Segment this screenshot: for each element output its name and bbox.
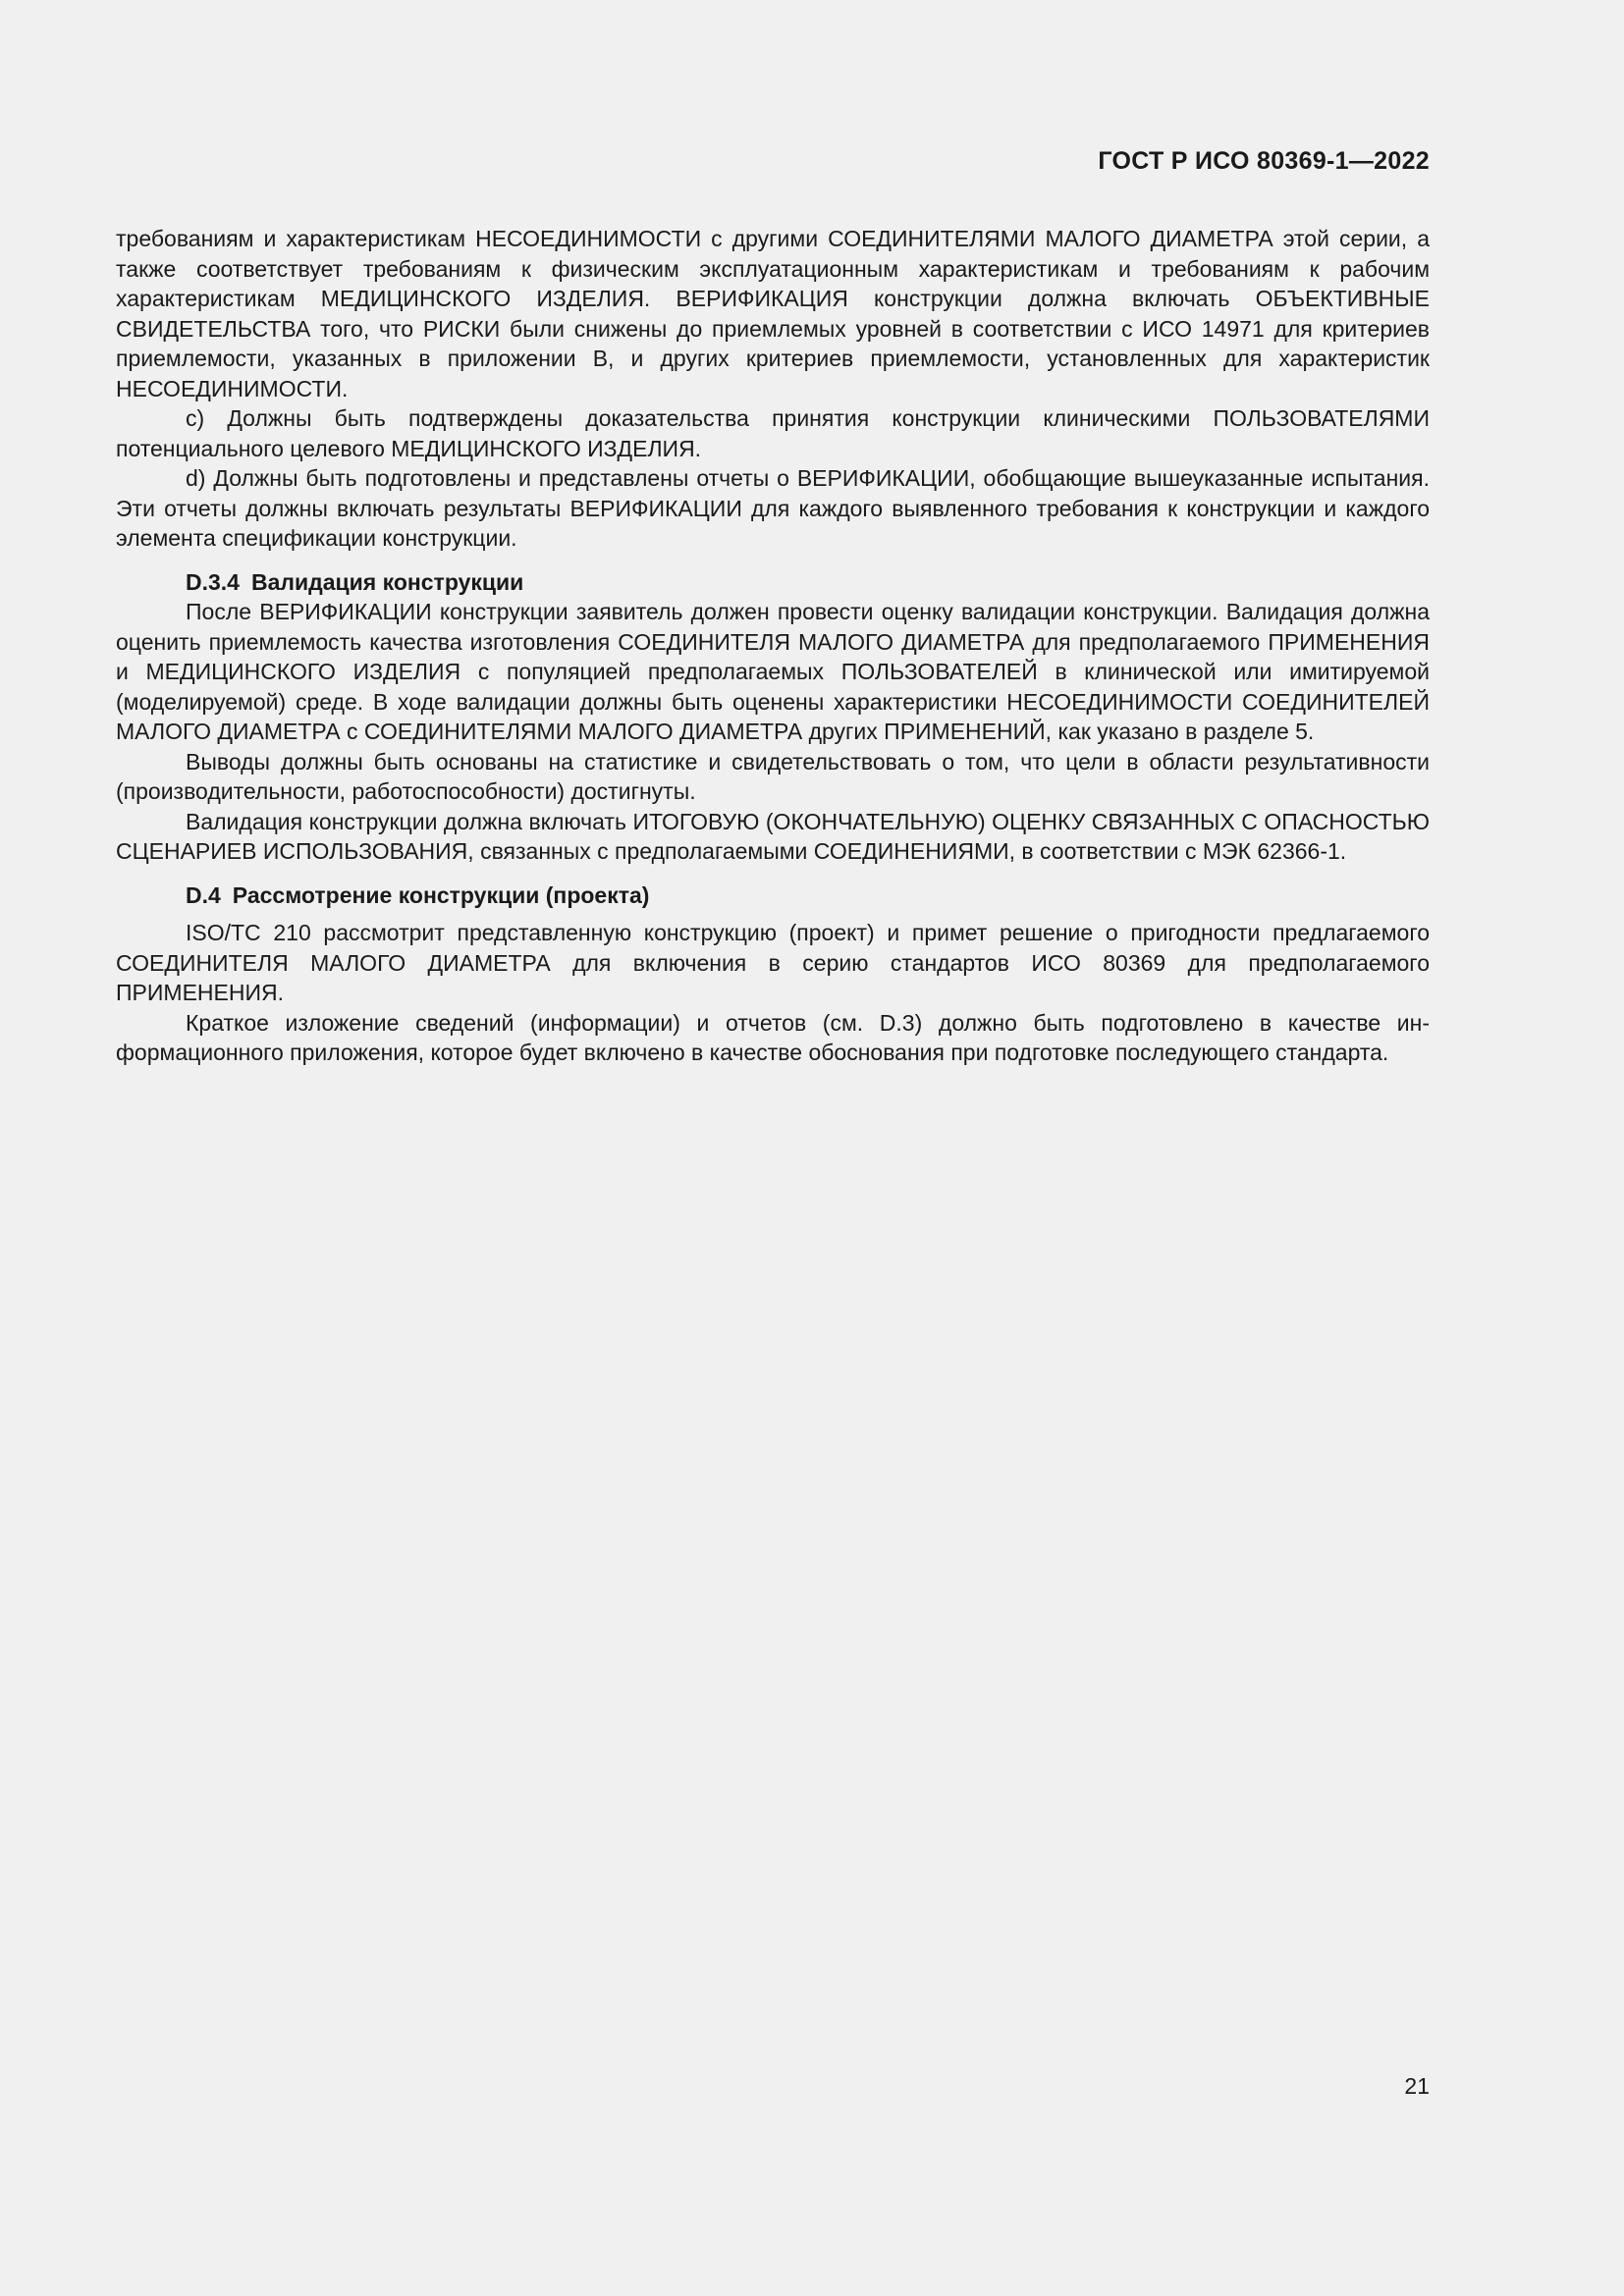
section-number: D.3.4: [186, 568, 240, 595]
section-title: Валидация конструкции: [250, 568, 524, 595]
list-item-d: d) Должны быть подготовлены и представлены отчеты о ВЕРИФИКАЦИИ, обобщающие вышеуказанные испытания. Эти отчеты должны включать результаты ВЕРИФИКАЦИИ для каждого выявленного требования к конструкции и каждого элемента спецификации конструкции.: [116, 465, 1430, 551]
document-code-header: ГОСТ Р ИСО 80369-1—2022: [1098, 147, 1430, 175]
page-number: 21: [1404, 2073, 1430, 2099]
paragraph-validation-3: Валидация конструкции должна включать ИТОГОВУЮ (ОКОНЧАТЕЛЬНУЮ) ОЦЕНКУ СВЯЗАННЫХ С ОПАСНОСТЬЮ СЦЕНАРИЕВ ИСПОЛЬЗОВАНИЯ, связанных с предполагаемыми СОЕДИНЕНИЯМИ, в соответствии с МЭК 62366-1.: [116, 808, 1430, 864]
paragraph-review-1: ISO/TC 210 рассмотрит представленную конструкцию (проект) и примет решение о пригодности предлагаемого СОЕДИНИТЕЛЯ МАЛОГО ДИАМЕТРА для включения в серию стандартов ИСО 80369 для предполагаемого ПРИМЕНЕНИЯ.: [116, 920, 1430, 1005]
section-number: D.4: [186, 881, 221, 908]
document-body: [116, 224, 1430, 1068]
paragraph-review-2: Краткое изложение сведений (информации) и отчетов (см. D.3) должно быть подготовлено в качестве информационного приложения, которое будет включено в качестве обоснования при подготовке последующего стандарта.: [116, 1009, 1430, 1065]
section-title: Рассмотрение конструкции (проекта): [232, 881, 650, 908]
section-heading-d34: [116, 567, 1430, 598]
list-item-c: с) Должны быть подтверждены доказательства принятия конструкции клиническими ПОЛЬЗОВАТЕЛЯМИ потенциального целевого МЕДИЦИНСКОГО ИЗДЕЛИЯ.: [116, 405, 1430, 461]
paragraph-validation-2: Выводы должны быть основаны на статистике и свидетельствовать о том, что цели в области результативности (производительности, работоспособности) достигнуты.: [116, 748, 1430, 804]
paragraph-validation-1: После ВЕРИФИКАЦИИ конструкции заявитель должен провести оценку валидации конструкции. Валидация должна оценить приемлемость качества изготовления СОЕДИНИТЕЛЯ МАЛОГО ДИАМЕТРА для предполагаемого ПРИМЕНЕНИЯ и МЕДИЦИНСКОГО ИЗДЕЛИЯ с популяцией предполагаемых ПОЛЬЗОВАТЕЛЕЙ в клинической или имитируемой (моделируемой) среде. В ходе валидации должны быть оценены характеристики НЕСОЕДИНИМОСТИ СОЕДИНИТЕЛЕЙ МАЛОГО ДИАМЕТРА с СОЕДИНИТЕЛЯМИ МАЛОГО ДИАМЕТРА других ПРИМЕНЕНИЙ, как указано в разделе 5.: [116, 599, 1430, 744]
paragraph-continuation: требованиям и характеристикам НЕСОЕДИНИМОСТИ с другими СОЕДИНИТЕЛЯМИ МАЛОГО ДИАМЕТРА этой серии, а также соответствует требованиям к физическим эксплуатационным характеристикам и требованиям к рабочим характеристикам МЕДИЦИНСКОГО ИЗДЕЛИЯ. ВЕРИФИКАЦИЯ конструкции должна включать ОБЪЕКТИВНЫЕ СВИДЕТЕЛЬСТВА того, что РИСКИ были снижены до приемлемых уровней в соответствии с ИСО 14971 для критериев приемлемости, указанных в приложении В, и других критериев приемлемости, установленных для характеристик НЕСОЕДИНИМОСТИ.: [116, 226, 1430, 401]
section-heading-d4: [116, 881, 1430, 911]
